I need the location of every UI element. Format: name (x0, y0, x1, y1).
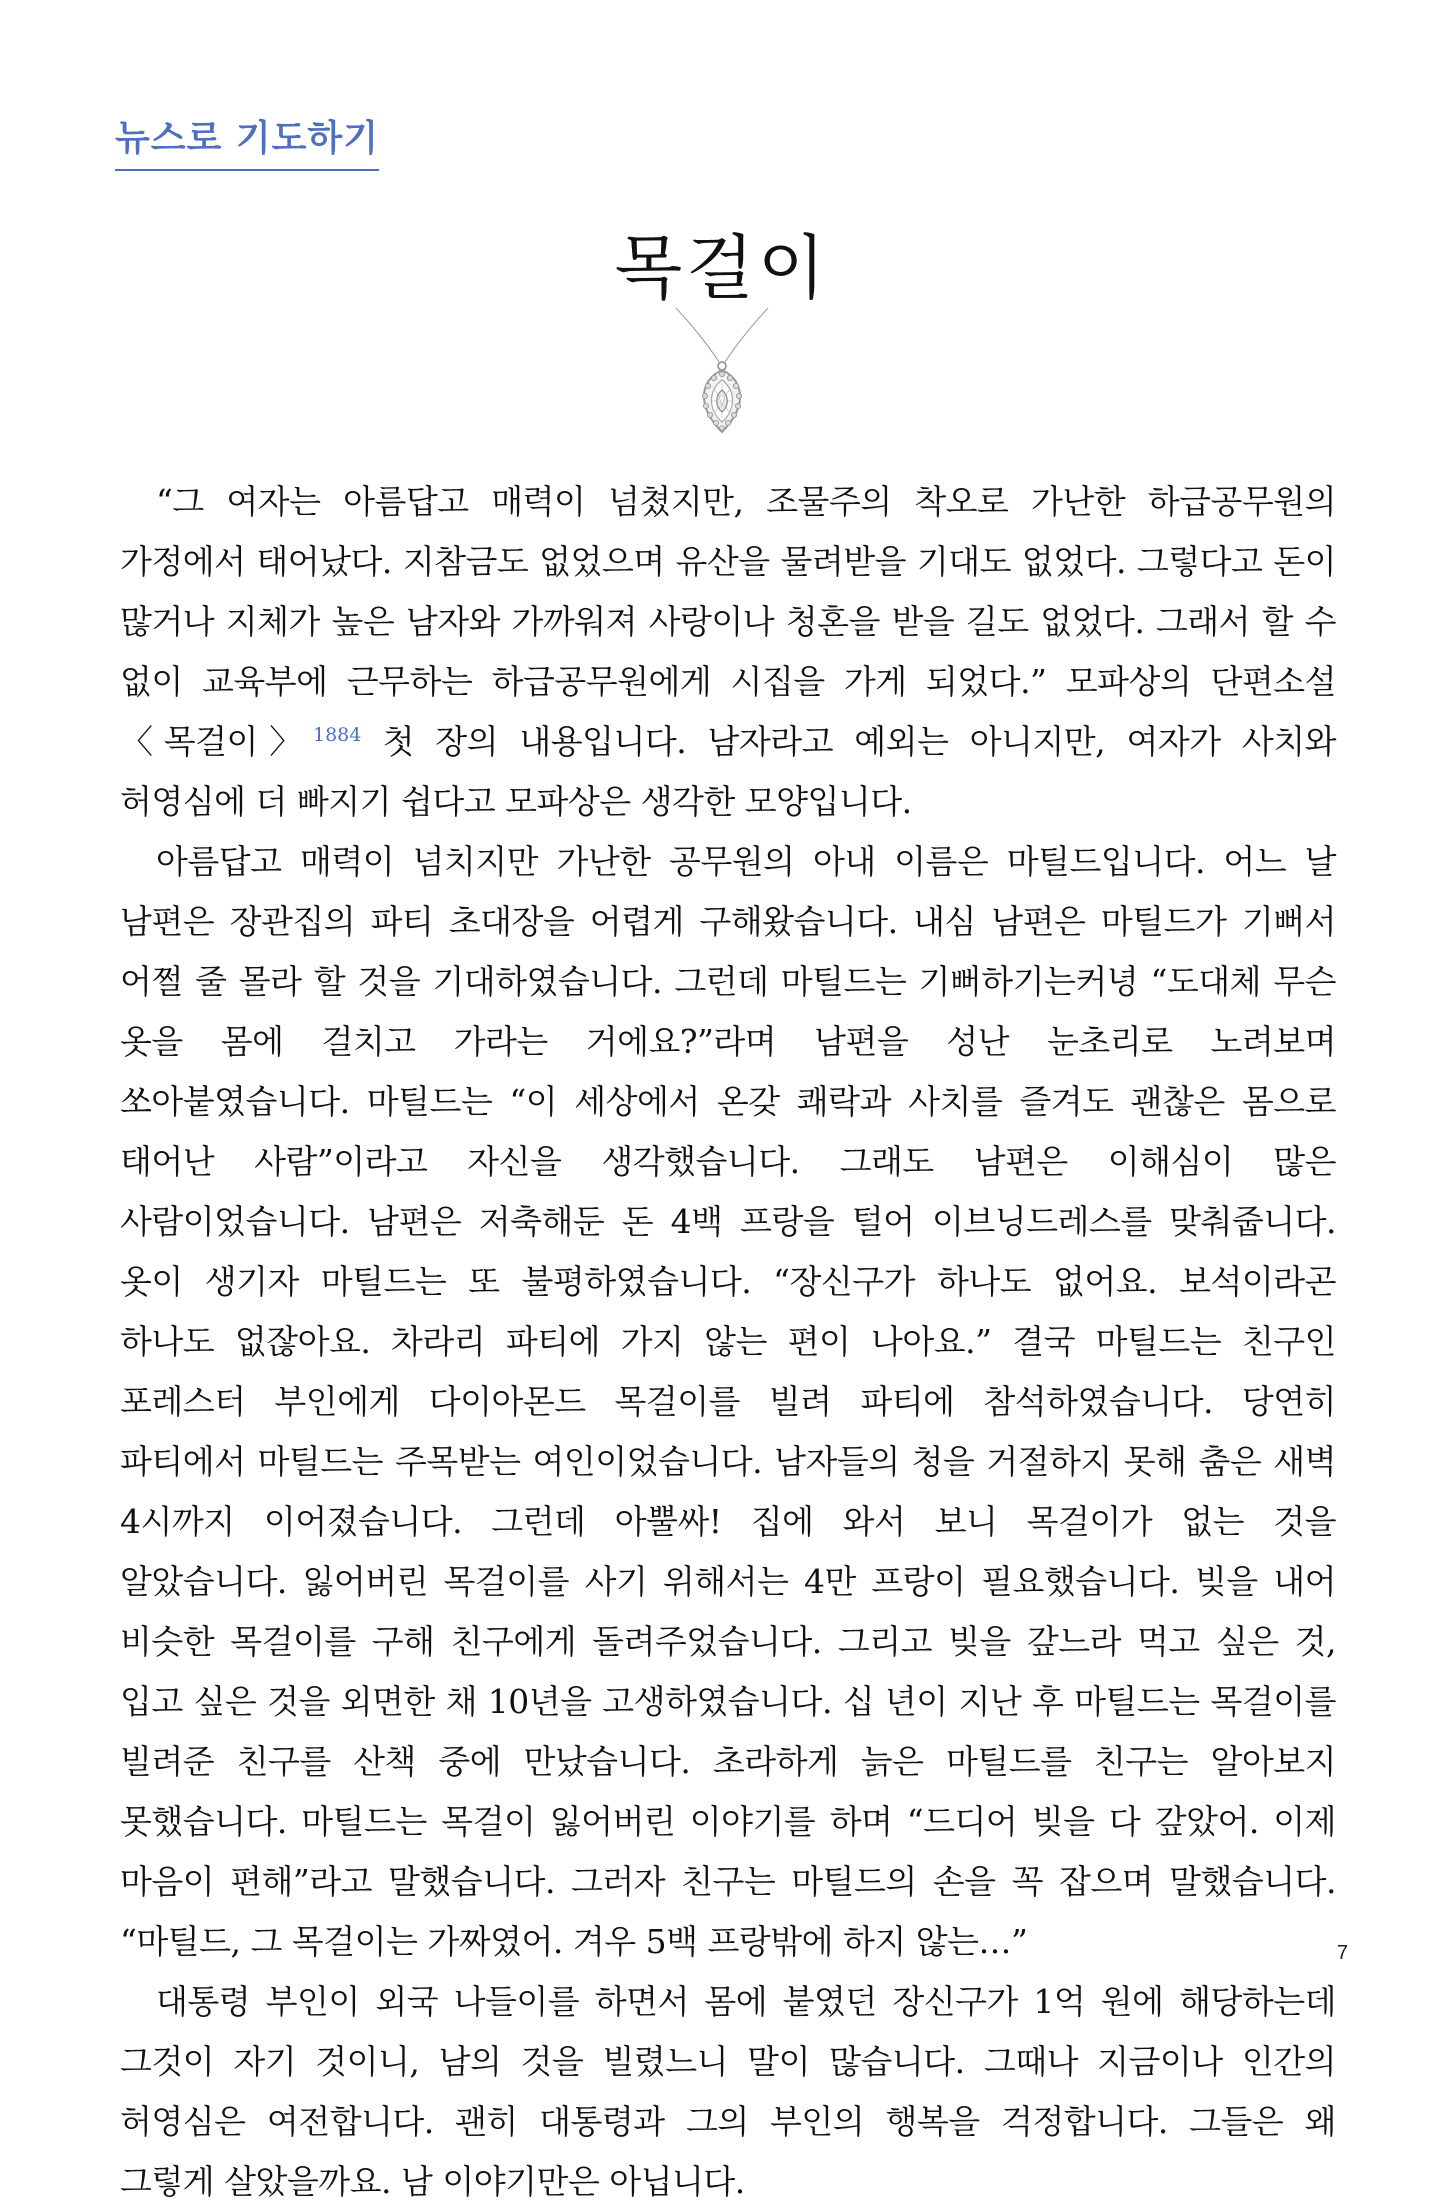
section-header (115, 110, 379, 171)
paragraph-1-text-end: 첫 장의 내용입니다. 남자라고 예외는 아니지만, 여자가 사치와 허영심에 더 빠지기 쉽다고 모파상은 생각한 모양입니다. (120, 722, 1336, 821)
paragraph-3: 대통령 부인이 외국 나들이를 하면서 몸에 붙였던 장신구가 1억 원에 해당하는데 그것이 자기 것이니, 남의 것을 빌렸느니 말이 많습니다. 그때나 지금이나 인간의 허영심은 여전합니다. 괜히 대통령과 그의 부인의 행복을 걱정합니다. 그들은 왜 그렇게 살았을까요. 남 이야기만은 아닙니다. (120, 1982, 1336, 2201)
necklace-icon (672, 306, 772, 436)
article-body (120, 472, 1336, 2212)
paragraph-2: 아름답고 매력이 넘치지만 가난한 공무원의 아내 이름은 마틸드입니다. 어느 날 남편은 장관집의 파티 초대장을 어렵게 구해왔습니다. 내심 남편은 마틸드가 기뻐서 어쩔 줄 몰라 할 것을 기대하였습니다. 그런데 마틸드는 기뻐하기는커녕 “도대체 무슨 옷을 몸에 걸치고 가라는 거에요?”라며 남편을 성난 눈초리로 노려보며 쏘아붙였습니다. 마틸드는 “이 세상에서 온갖 쾌락과 사치를 즐겨도 괜찮은 몸으로 태어난 사람”이라고 자신을 생각했습니다. 그래도 남편은 이해심이 많은 사람이었습니다. 남편은 저축해둔 돈 4백 프랑을 털어 이브닝드레스를 맞춰줍니다. 옷이 생기자 마틸드는 또 불평하였습니다. “장신구가 하나도 없어요. 보석이라곤 하나도 없잖아요. 차라리 파티에 가지 않는 편이 나아요.” 결국 마틸드는 친구인 포레스터 부인에게 다이아몬드 목걸이를 빌려 파티에 참석하였습니다. 당연히 파티에서 마틸드는 주목받는 여인이었습니다. 남자들의 청을 거절하지 못해 춤은 새벽 4시까지 이어졌습니다. 그런데 아뿔싸! 집에 와서 보니 목걸이가 없는 것을 알았습니다. 잃어버린 목걸이를 사기 위해서는 4만 프랑이 필요했습니다. 빚을 내어 비슷한 목걸이를 구해 친구에게 돌려주었습니다. 그리고 빚을 갚느라 먹고 싶은 것, 입고 싶은 것을 외면한 채 10년을 고생하였습니다. 십 년이 지난 후 마틸드는 목걸이를 빌려준 친구를 산책 중에 만났습니다. 초라하게 늙은 마틸드를 친구는 알아보지 못했습니다. 마틸드는 목걸이 잃어버린 이야기를 하며 “드디어 빚을 다 갚았어. 이제 마음이 편해”라고 말했습니다. 그러자 친구는 마틸드의 손을 꼭 잡으며 말했습니다. “마틸드, 그 목걸이는 가짜였어. 겨우 5백 프랑밖에 하지 않는…” (120, 842, 1336, 1961)
paragraph-1-text: “그 여자는 아름답고 매력이 넘쳤지만, 조물주의 착오로 가난한 하급공무원의 가정에서 태어났다. 지참금도 없었으며 유산을 물려받을 기대도 없었다. 그렇다고 돈이 많거나 지체가 높은 남자와 가까워져 사랑이나 청혼을 받을 길도 없었다. 그래서 할 수 없이 교육부에 근무하는 하급공무원에게 시집을 가게 되었다.” 모파상의 단편소설 〈목걸이〉 (120, 482, 1336, 761)
page-title: 목걸이 (614, 227, 830, 309)
paragraph-1 (120, 472, 1336, 832)
page-number: 7 (1336, 1942, 1348, 1964)
publication-year: 1884 (313, 724, 362, 746)
section-label: 뉴스로 기도하기 (115, 118, 379, 159)
